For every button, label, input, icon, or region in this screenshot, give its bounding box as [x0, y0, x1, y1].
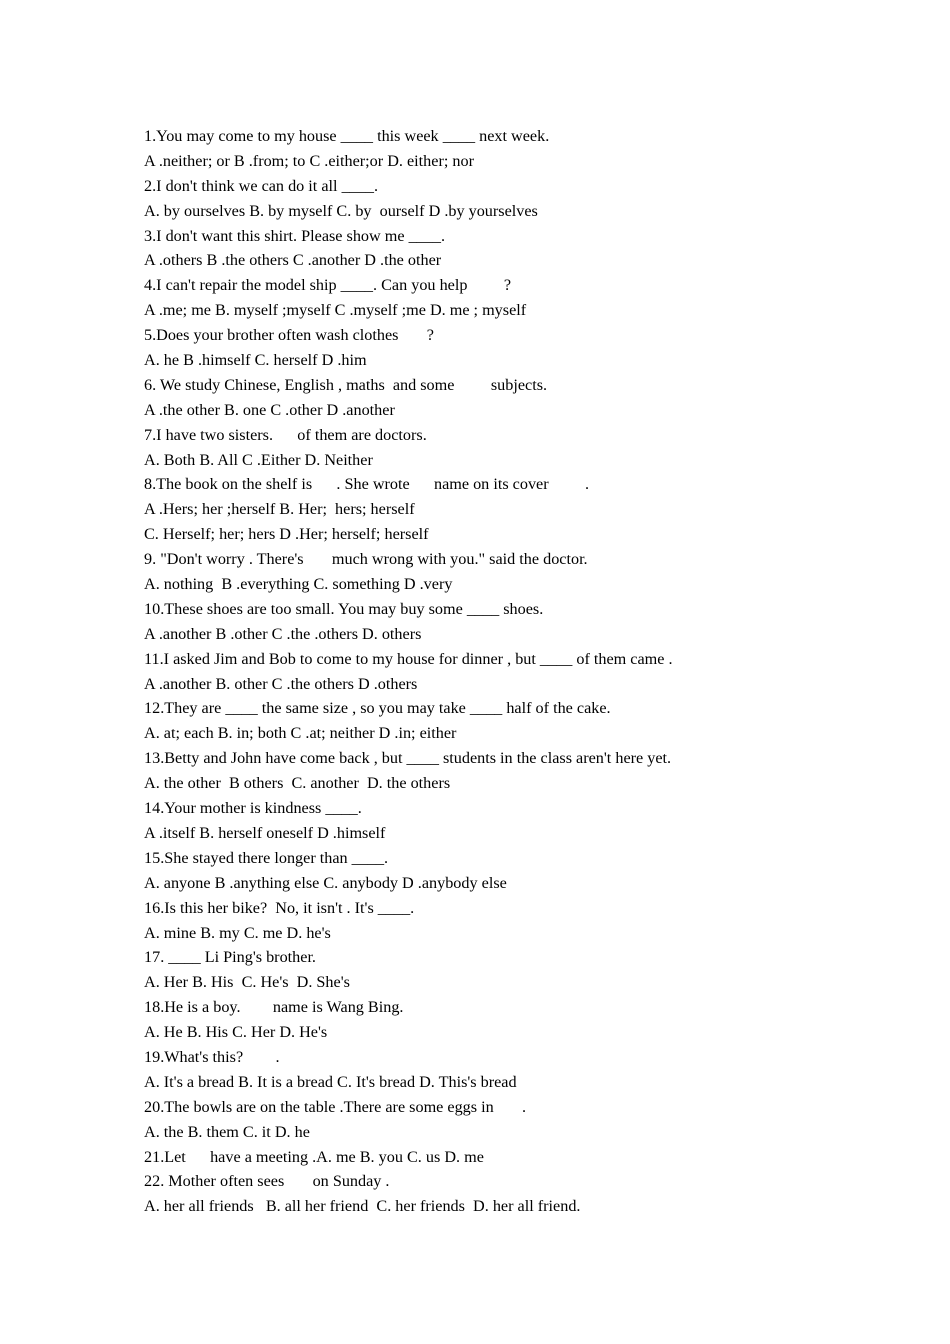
text-line: 12.They are ____ the same size , so you may take ____ half of the cake.: [144, 699, 611, 718]
text-line: A. at; each B. in; both C .at; neither D .in; either: [144, 724, 457, 743]
text-line: A. Both B. All C .Either D. Neither: [144, 450, 373, 469]
text-line: A .itself B. herself oneself D .himself: [144, 823, 386, 842]
text-line: A .another B. other C .the others D .others: [144, 674, 418, 693]
text-line: A. by ourselves B. by myself C. by ourself D .by yourselves: [144, 201, 538, 220]
text-line: 16.Is this her bike? No, it isn't . It's ____.: [144, 898, 415, 917]
text-line: C. Herself; her; hers D .Her; herself; herself: [144, 525, 429, 544]
text-line: 4.I can't repair the model ship ____. Can you help ?: [144, 276, 512, 295]
text-line: A. mine B. my C. me D. he's: [144, 923, 331, 942]
text-line: A. It's a bread B. It is a bread C. It's bread D. This's bread: [144, 1072, 517, 1091]
text-line: 21.Let have a meeting .A. me B. you C. us D. me: [144, 1147, 484, 1166]
text-line: 7.I have two sisters. of them are doctors.: [144, 425, 427, 444]
text-line: 13.Betty and John have come back , but ____ students in the class aren't here yet.: [144, 749, 672, 768]
text-line: 8.The book on the shelf is . She wrote name on its cover .: [144, 475, 590, 494]
text-line: 10.These shoes are too small. You may buy some ____ shoes.: [144, 599, 544, 618]
text-line: 19.What's this? .: [144, 1047, 280, 1066]
text-line: 11.I asked Jim and Bob to come to my house for dinner , but ____ of them came .: [144, 649, 673, 668]
text-line: 18.He is a boy. name is Wang Bing.: [144, 998, 404, 1017]
text-line: A. He B. His C. Her D. He's: [144, 1023, 328, 1042]
text-line: A. anyone B .anything else C. anybody D .anybody else: [144, 873, 507, 892]
text-line: A .the other B. one C .other D .another: [144, 400, 395, 419]
text-line: 9. "Don't worry . There's much wrong with you." said the doctor.: [144, 550, 588, 569]
text-line: 17. ____ Li Ping's brother.: [144, 948, 316, 967]
text-line: 3.I don't want this shirt. Please show me ____.: [144, 226, 446, 245]
text-line: A .neither; or B .from; to C .either;or D. either; nor: [144, 151, 474, 170]
text-line: 22. Mother often sees on Sunday .: [144, 1172, 390, 1191]
text-line: A .another B .other C .the .others D. others: [144, 624, 422, 643]
question-list: [144, 124, 904, 1219]
text-line: A. the other B others C. another D. the others: [144, 774, 451, 793]
text-line: A .others B .the others C .another D .the other: [144, 251, 442, 270]
text-line: A. nothing B .everything C. something D .very: [144, 575, 453, 594]
text-line: 14.Your mother is kindness ____.: [144, 799, 362, 818]
text-line: 2.I don't think we can do it all ____.: [144, 176, 378, 195]
text-line: 1.You may come to my house ____ this week ____ next week.: [144, 127, 550, 145]
text-line: 15.She stayed there longer than ____.: [144, 848, 389, 867]
text-line: A .me; me B. myself ;myself C .myself ;me D. me ; myself: [144, 301, 527, 320]
text-line: 5.Does your brother often wash clothes ?: [144, 326, 434, 345]
text-line: 6. We study Chinese, English , maths and some subjects.: [144, 375, 548, 394]
text-line: A. the B. them C. it D. he: [144, 1122, 310, 1141]
text-line: A. Her B. His C. He's D. She's: [144, 973, 350, 992]
text-line: A. her all friends B. all her friend C. her friends D. her all friend.: [144, 1197, 581, 1216]
text-line: A. he B .himself C. herself D .him: [144, 351, 367, 370]
text-line: 20.The bowls are on the table .There are some eggs in .: [144, 1097, 527, 1116]
text-line: A .Hers; her ;herself B. Her; hers; herself: [144, 500, 415, 519]
